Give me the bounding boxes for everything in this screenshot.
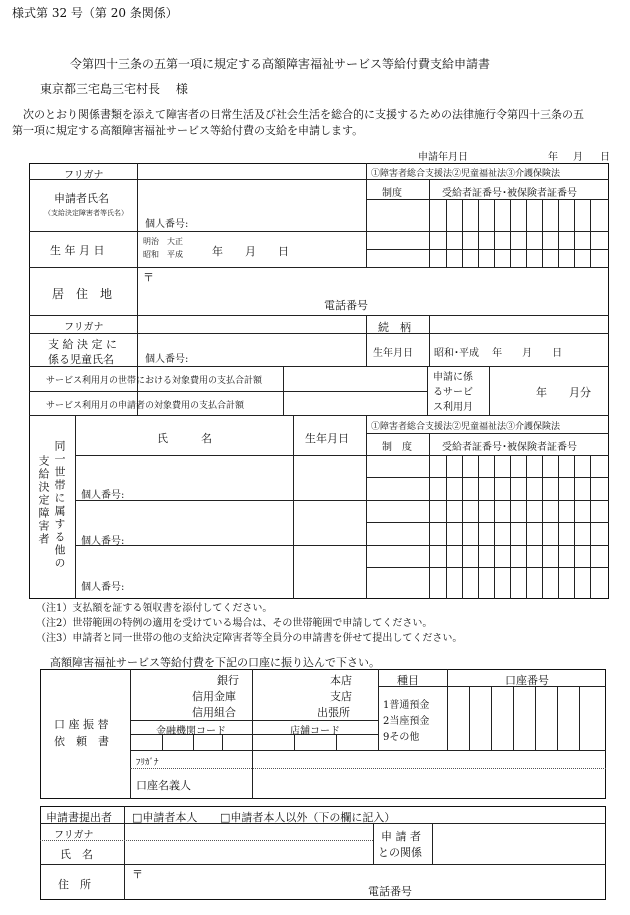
account-type-1: 1普通預金 xyxy=(383,700,430,711)
inst-type-kumiai: 信用組合 xyxy=(192,706,236,719)
seido-header: 制度 xyxy=(382,188,402,199)
child-name-label-2: 係る児童氏名 xyxy=(48,353,114,366)
bank-intro: 高額障害福祉サービス等給付費を下記の口座に振り込んで下さい。 xyxy=(50,656,380,669)
service-month-label-2: るサービ xyxy=(433,387,473,398)
account-type-2: 2当座預金 xyxy=(383,716,430,727)
applicant-name-label: 申請者氏名 xyxy=(54,192,109,205)
note-1: （注1）支払額を証する領収書を添付してください。 xyxy=(36,603,273,614)
insurance-law-header: ①障害者総合支援法②児童福祉法③介護保険法 xyxy=(371,169,561,179)
other-members-label-a: 同一世帯に属する他の xyxy=(53,440,66,570)
household-total-label: サービス利用月の世帯における対象費用の支払合計額 xyxy=(46,376,263,386)
other-members-label-b: 支給決定障害者 xyxy=(37,455,50,546)
service-month-label-3: ス利用月 xyxy=(433,402,473,413)
date-month-unit: 月 xyxy=(573,152,583,163)
bank-label-1: 口 座 振 替 xyxy=(54,718,109,731)
residence-phone-label: 電話番号 xyxy=(324,299,368,312)
form-title: 令第四十三条の五第一項に規定する高額障害福祉サービス等給付費支給申請書 xyxy=(70,57,491,71)
applicant-dob-label: 生 年 月 日 xyxy=(50,244,105,257)
child-name-label-1: 支 給 決 定 に xyxy=(48,338,117,351)
account-number-header: 口座番号 xyxy=(505,674,549,687)
holder-label: 口座名義人 xyxy=(136,779,191,792)
account-type-header: 種目 xyxy=(397,674,419,687)
inst-code-label: 金融機関コード xyxy=(156,726,226,737)
applicant-name-note: （支給決定障害者等氏名） xyxy=(44,209,128,217)
applicant-dob-ymd: 年 月 日 xyxy=(212,245,289,258)
member-insurance-header: ①障害者総合支援法②児童福祉法③介護保険法 xyxy=(371,422,561,432)
form-number: 様式第 32 号（第 20 条関係） xyxy=(12,6,178,20)
branch-type-head: 本店 xyxy=(330,674,352,687)
date-year-unit: 年 xyxy=(548,152,558,163)
member3-kojin-label: 個人番号: xyxy=(81,582,125,593)
inst-type-shinkin: 信用金庫 xyxy=(192,690,236,703)
applicant-furigana-label: フリガナ xyxy=(64,170,104,181)
member-seido-header: 制 度 xyxy=(382,442,412,453)
jukyu-header: 受給者証番号･被保険者証番号 xyxy=(442,188,577,199)
application-date-label: 申請年月日 xyxy=(418,152,468,163)
account-type-3: 9その他 xyxy=(383,732,420,743)
submitter-label: 申請書提出者 xyxy=(46,811,112,824)
member1-kojin-label: 個人番号: xyxy=(81,490,125,501)
intro-line-1: 次のとおり関係書類を添えて障害者の日常生活及び社会生活を総合的に支援するための法律施行令第四十三条の五 xyxy=(12,108,584,121)
submitter-phone-label: 電話番号 xyxy=(368,885,412,898)
branch-type-branch: 支店 xyxy=(330,690,352,703)
member-jukyu-header: 受給者証番号･被保険者証番号 xyxy=(442,442,577,453)
relation-to-applicant-1: 申 請 者 xyxy=(381,830,421,843)
bank-label-2: 依 頼 書 xyxy=(54,735,109,748)
submitter-address-label: 住 所 xyxy=(58,878,91,891)
holder-kana-label: ﾌﾘｶﾞﾅ xyxy=(136,758,159,768)
residence-label: 居 住 地 xyxy=(52,287,113,301)
member-dob-header: 生年月日 xyxy=(305,432,349,445)
note-2: （注2）世帯範囲の特例の適用を受けている場合は、その世帯範囲で申請してください。 xyxy=(36,618,433,629)
branch-type-office: 出張所 xyxy=(317,706,350,719)
date-day-unit: 日 xyxy=(600,152,610,163)
submitter-furigana-label: フリガナ xyxy=(54,830,94,841)
note-3: （注3）申請者と同一世帯の他の支給決定障害者等全員分の申請書を併せて提出してください。 xyxy=(36,633,463,644)
submitter-self-option[interactable]: □申請者本人 xyxy=(132,811,198,824)
era-options-2: 昭和 平成 xyxy=(143,250,183,259)
submitter-name-label: 氏 名 xyxy=(60,848,93,861)
inst-type-bank: 銀行 xyxy=(217,674,239,687)
intro-line-2: 第一項に規定する高額障害福祉サービス等給付費の支給を申請します。 xyxy=(12,124,364,137)
era-options-1: 明治 大正 xyxy=(143,237,183,246)
member-name-header: 氏 名 xyxy=(157,432,212,445)
addressee: 東京都三宅島三宅村長 様 xyxy=(40,82,188,96)
submitter-postal-mark: 〒 xyxy=(132,868,143,881)
relation-label: 続 柄 xyxy=(378,321,411,334)
child-dob-value: 昭和･平成 年 月 日 xyxy=(434,348,563,359)
applicant-total-label: サービス利用月の申請者の対象費用の支払合計額 xyxy=(46,401,245,411)
applicant-kojin-label: 個人番号: xyxy=(145,219,189,230)
submitter-other-option[interactable]: □申請者本人以外（下の欄に記入） xyxy=(220,811,396,824)
service-month-label-1: 申請に係 xyxy=(433,372,473,383)
branch-code-label: 店舗コード xyxy=(290,726,340,737)
child-kojin-label: 個人番号: xyxy=(145,354,189,365)
child-dob-label: 生年月日 xyxy=(373,348,413,359)
service-month-value: 年 月分 xyxy=(536,386,591,399)
member2-kojin-label: 個人番号: xyxy=(81,536,125,547)
residence-postal-mark: 〒 xyxy=(143,271,154,284)
relation-to-applicant-2: との関係 xyxy=(378,846,422,859)
child-furigana-label: フリガナ xyxy=(64,322,104,333)
